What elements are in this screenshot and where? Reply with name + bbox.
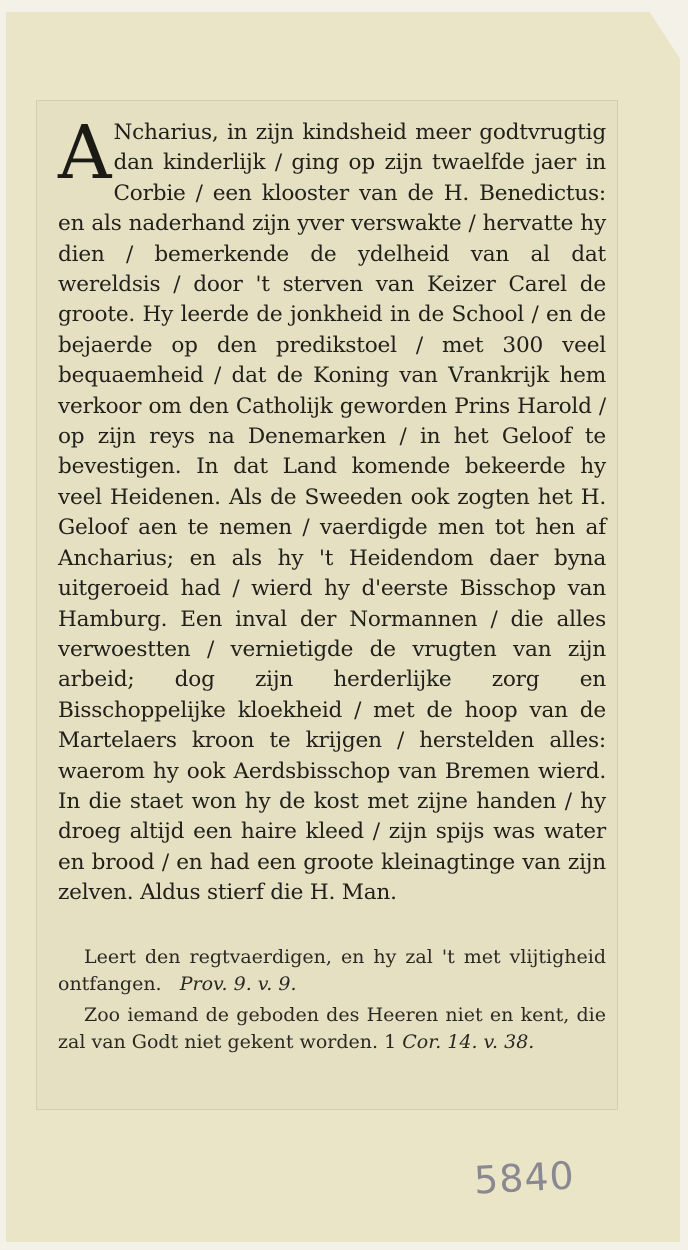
body-paragraph: Ncharius, in zijn kindsheid meer godtvrugtig dan kinderlijk / ging op zijn twaelfde jaer in Corbie / een klooster van de H. Benedictus: en als naderhand zijn yver verswakte / hervatte hy dien / bemerkende de ydelheid van al dat wereldsis / door 't sterven van Keizer Carel de groote. Hy leerde de jonkheid in de School / en de bejaerde op den predikstoel / met 300 veel bequaemheid / dat de Koning van Vrankrijk hem verkoor om den Catholijk geworden Prins Harold / op zijn reys na Denemarken / in het Geloof te bevestigen. In dat Land komende bekeerde hy veel Heidenen. Als de Sweeden ook zogten het H. Geloof aen te nemen / vaerdigde men tot hen af Ancharius; en als hy 't Heidendom daer byna uitgeroeid had / wierd hy d'eerste Bisschop van Hamburg. Een inval der Normannen / die alles verwoestten / vernietigde de vrugten van zijn arbeid; dog zijn herderlijke zorg en Bisschoppelijke kloekheid / met de hoop van de Martelaers kroon te krijgen / herstelden alles: waerom hy ook Aerdsbisschop van Bremen wierd. In die staet won hy de kost met zijne handen / hy droeg altijd een haire kleed / zijn spijs was water en brood / en had een groote kleinagtinge van zijn zelven. Aldus stierf die H. Man. [58,120,606,906]
ref-verse: 9. [278,973,297,995]
ref-book: Prov. [179,973,228,995]
ref-chapter: 14. [447,1031,478,1053]
quote-proverbs-text: Leert den regtvaerdigen, en hy zal 't met vlijtigheid ontfangen. [58,946,606,995]
scripture-quotes [58,944,606,1060]
quote-corinthians-text: Zoo iemand de geboden des Heeren niet en kent, die zal van Godt niet gekent worden. [58,1004,606,1053]
quote-corinthians [58,1002,606,1056]
ref-v: v. [257,973,273,995]
ref-prefix: 1 [384,1031,397,1053]
quote-proverbs-reference [168,973,297,995]
ref-verse: 38. [504,1031,535,1053]
ref-book: Cor. [402,1031,442,1053]
drop-cap: A [58,110,112,196]
ref-chapter: 9. [233,973,252,995]
main-text-block [58,110,606,909]
quote-proverbs [58,944,606,998]
catalog-number: 5840 [472,1153,576,1203]
ref-v: v. [483,1031,499,1053]
quote-corinthians-reference [384,1031,534,1053]
